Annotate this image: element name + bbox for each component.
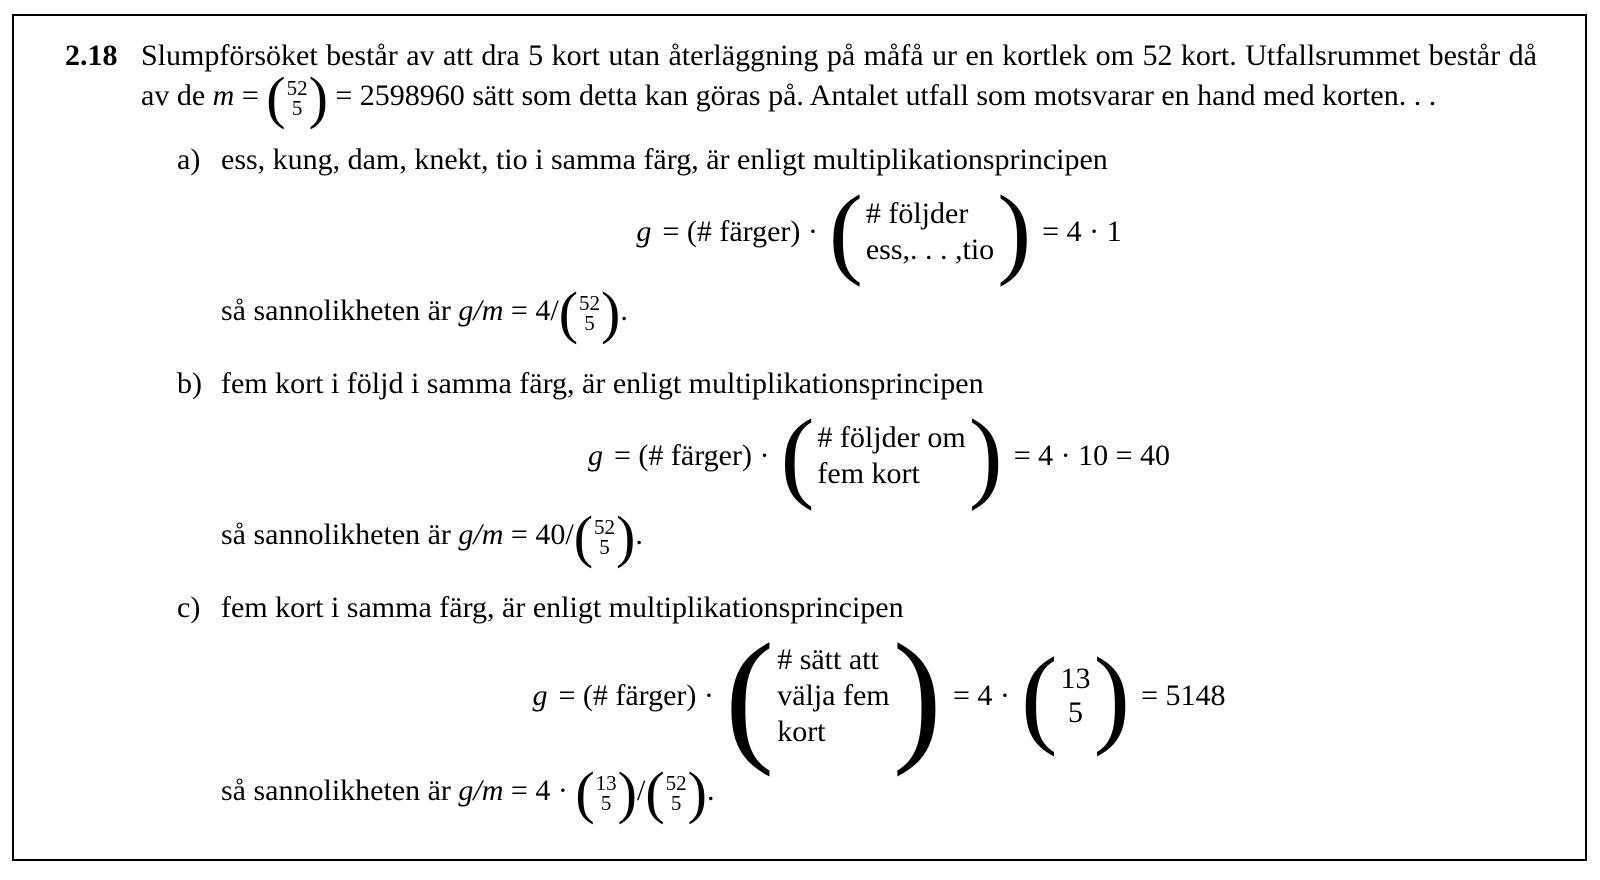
formula-b bbox=[221, 399, 1537, 512]
binomial-bottom: 5 bbox=[291, 96, 303, 121]
binomial-52-5 bbox=[645, 760, 707, 826]
document-frame bbox=[12, 14, 1587, 861]
annotated-parenthesis bbox=[724, 614, 942, 778]
note-line-1: # följder bbox=[865, 197, 969, 230]
binomial-top: 52 bbox=[579, 291, 601, 316]
big-left-paren: ( bbox=[1020, 635, 1058, 757]
conclusion-b bbox=[221, 504, 1537, 570]
intro-count-value: = 2598960 bbox=[335, 79, 465, 112]
formula-c-mid2: = 4 · bbox=[952, 679, 1010, 712]
math-g-over-m: g/m bbox=[458, 774, 504, 807]
binomial-stack bbox=[1061, 662, 1091, 730]
conclusion-c-eq: = 4 · bbox=[510, 774, 568, 807]
big-right-paren: ) bbox=[1093, 635, 1131, 757]
problem-number: 2.18 bbox=[65, 39, 118, 72]
problem-block bbox=[65, 36, 1537, 131]
big-left-paren: ( bbox=[558, 280, 579, 346]
binomial-stack bbox=[665, 771, 687, 816]
intro-text-after: sätt som detta kan göras på. Antalet utfall som motsvarar en hand med korten. . . bbox=[472, 79, 1437, 112]
item-c bbox=[177, 588, 1537, 826]
item-c-lead: fem kort i samma färg, är enligt multiplikationsprincipen bbox=[221, 591, 904, 624]
period: . bbox=[620, 294, 628, 327]
conclusion-a-text: så sannolikheten är bbox=[221, 294, 451, 327]
binomial-stack bbox=[594, 515, 616, 560]
note-line-2: välja fem bbox=[777, 679, 890, 712]
math-var-g: g bbox=[587, 439, 603, 472]
formula-c-middle: = (# färger) · bbox=[558, 679, 714, 712]
big-left-paren: ( bbox=[266, 65, 286, 131]
intro-text-before: Slumpförsöket består av att dra 5 kort utan återläggning på måfå ur en kortlek om 52 kort. Utfallsrummet består då av de bbox=[141, 39, 1537, 112]
conclusion-c-text: så sannolikheten är bbox=[221, 774, 451, 807]
formula-a-result: = 4 · 1 bbox=[1042, 215, 1122, 248]
item-a-label: a) bbox=[177, 143, 201, 176]
math-var-g: g bbox=[636, 215, 652, 248]
annotated-parenthesis bbox=[828, 175, 1032, 288]
formula-a bbox=[221, 175, 1537, 288]
math-var-g: g bbox=[532, 679, 548, 712]
big-left-paren: ( bbox=[575, 760, 595, 826]
big-right-paren: ) bbox=[601, 280, 621, 346]
annotated-parenthesis bbox=[780, 399, 1003, 512]
binomial-bottom: 5 bbox=[600, 791, 612, 816]
fraction-slash: / bbox=[637, 774, 646, 807]
formula-a-middle: = (# färger) · bbox=[662, 215, 818, 248]
binomial-stack bbox=[595, 771, 617, 816]
big-right-paren: ) bbox=[616, 504, 636, 570]
note-line-1: # sätt att bbox=[777, 643, 879, 676]
problem-intro bbox=[141, 36, 1537, 131]
paren-note-lines bbox=[817, 420, 965, 492]
formula-c bbox=[221, 614, 1537, 778]
item-c-body bbox=[221, 588, 1537, 826]
item-b-label: b) bbox=[177, 367, 202, 400]
formula-b-middle: = (# färger) · bbox=[613, 439, 770, 472]
paren-note-lines bbox=[866, 196, 994, 268]
binomial-top: 52 bbox=[594, 515, 616, 540]
math-g-over-m: g/m bbox=[458, 294, 504, 327]
note-line-2: ess,. . . ,tio bbox=[865, 233, 995, 266]
note-line-2: fem kort bbox=[817, 457, 920, 490]
item-a-body bbox=[221, 140, 1537, 346]
binomial-top: 52 bbox=[286, 76, 308, 101]
big-right-paren: ) bbox=[308, 65, 328, 131]
formula-c-result: = 5148 bbox=[1141, 679, 1226, 712]
binomial-top: 52 bbox=[665, 771, 687, 796]
big-right-paren: ) bbox=[617, 760, 637, 826]
conclusion-c bbox=[221, 760, 1537, 826]
paren-note-lines bbox=[777, 642, 889, 750]
math-var-m: m bbox=[212, 79, 235, 112]
binomial-bottom: 5 bbox=[599, 535, 610, 560]
note-line-1: # följder om bbox=[817, 421, 966, 454]
note-line-3: kort bbox=[777, 715, 826, 748]
item-c-label: c) bbox=[177, 591, 201, 624]
item-b-body bbox=[221, 364, 1537, 570]
big-right-paren: ) bbox=[892, 614, 942, 778]
binomial-13-5-display bbox=[1020, 635, 1131, 757]
binomial-52-5 bbox=[558, 280, 621, 346]
math-g-over-m: g/m bbox=[458, 518, 504, 551]
period: . bbox=[707, 774, 715, 807]
period: . bbox=[635, 518, 643, 551]
binomial-top: 13 bbox=[595, 771, 617, 796]
binomial-stack bbox=[579, 291, 601, 336]
big-left-paren: ( bbox=[828, 175, 863, 288]
big-right-paren: ) bbox=[997, 175, 1032, 288]
conclusion-a bbox=[221, 280, 1537, 346]
conclusion-a-eq: = 4/ bbox=[510, 294, 559, 327]
binomial-stack bbox=[286, 76, 308, 121]
binomial-52-5 bbox=[266, 65, 328, 131]
big-right-paren: ) bbox=[687, 760, 707, 826]
item-a bbox=[177, 140, 1537, 346]
solution-items bbox=[177, 140, 1537, 826]
big-left-paren: ( bbox=[573, 504, 594, 570]
binomial-bottom: 5 bbox=[584, 311, 595, 336]
big-left-paren: ( bbox=[645, 760, 665, 826]
formula-b-result: = 4 · 10 = 40 bbox=[1013, 439, 1171, 472]
big-left-paren: ( bbox=[780, 399, 815, 512]
conclusion-b-text: så sannolikheten är bbox=[221, 518, 451, 551]
big-right-paren: ) bbox=[968, 399, 1003, 512]
binomial-13-5 bbox=[575, 760, 637, 826]
binomial-52-5 bbox=[573, 504, 636, 570]
item-a-lead: ess, kung, dam, knekt, tio i samma färg, är enligt multiplikationsprincipen bbox=[221, 143, 1108, 176]
binomial-bottom: 5 bbox=[1068, 696, 1083, 729]
item-b-lead: fem kort i följd i samma färg, är enligt multiplikationsprincipen bbox=[221, 367, 984, 400]
binomial-bottom: 5 bbox=[670, 791, 682, 816]
binomial-top: 13 bbox=[1060, 662, 1091, 695]
item-b bbox=[177, 364, 1537, 570]
big-left-paren: ( bbox=[724, 614, 775, 778]
conclusion-b-eq: = 40/ bbox=[510, 518, 574, 551]
math-equals: = bbox=[241, 79, 259, 112]
